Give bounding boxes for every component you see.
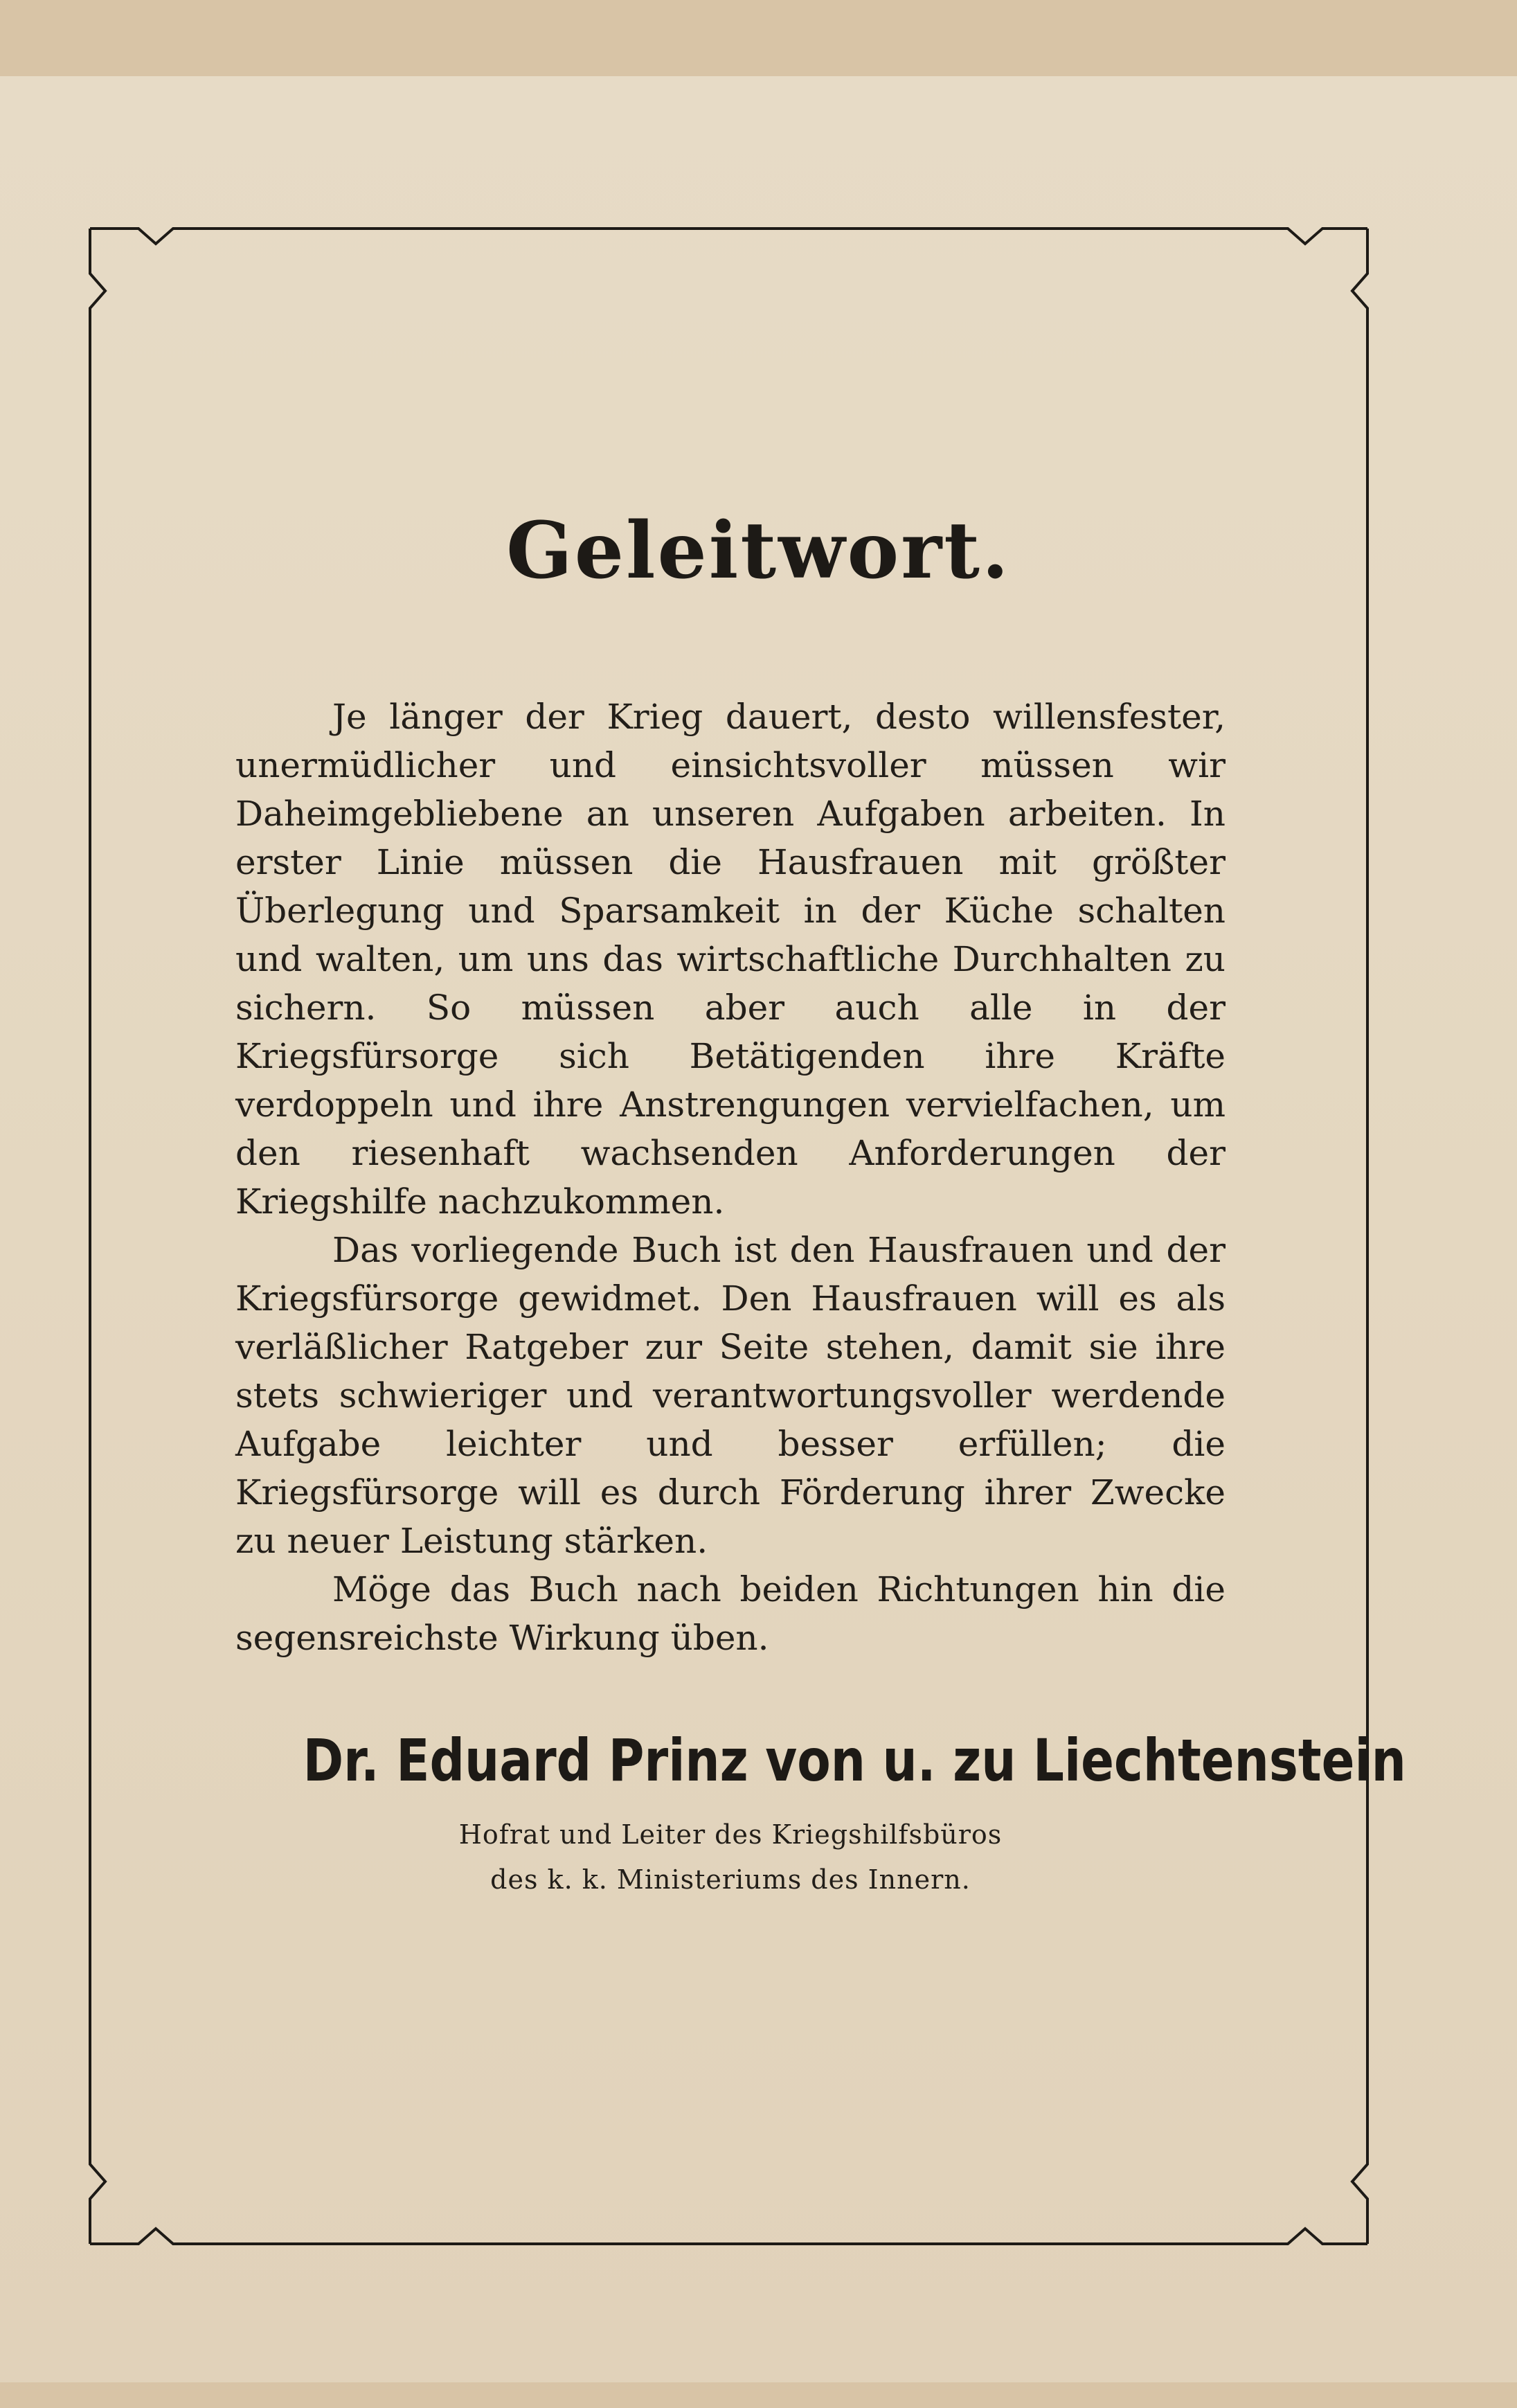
frame-bottom-edge xyxy=(90,2229,1367,2244)
frame-top-edge xyxy=(90,229,1367,244)
paragraph: Je länger der Krieg dauert, desto willensfester, unermüdlicher und einsichtsvoller müssen wir Daheimgebliebene an unseren Aufgaben arbeiten. In erster Linie müssen die Hausfrauen mit größter Überlegung und Sparsamkeit in der Küche schalten und walten, um uns das wirtschaftliche Durchhalten zu sichern. So müssen aber auch alle in der Kriegsfürsorge sich Betätigenden ihre Kräfte verdoppeln und ihre Anstrengungen vervielfachen, um den riesenhaft wachsenden Anforderungen der Kriegshilfe nachzukommen. xyxy=(235,697,1226,1222)
foreword-text xyxy=(235,693,1226,1662)
page-title: Geleitwort. xyxy=(506,506,1011,596)
paragraph: Möge das Buch nach beiden Richtungen hin die segensreichste Wirkung üben. xyxy=(235,1569,1226,1658)
paragraph: Das vorliegende Buch ist den Hausfrauen und der Kriegsfürsorge gewidmet. Den Hausfrauen will es als verläßlicher Ratgeber zur Seite stehen, damit sie ihre stets schwieriger und verantwortungsvoller werdende Aufgabe leichter und besser erfüllen; die Kriegsfürsorge will es durch Förderung ihrer Zwecke zu neuer Leistung stärken. xyxy=(235,1230,1226,1561)
signature-role-line-1: Hofrat und Leiter des Kriegshilfsbüros xyxy=(458,1819,1003,1850)
signature-name: Dr. Eduard Prinz von u. zu Liechtenstein xyxy=(303,1727,1406,1794)
signature-role-line-2: des k. k. Ministeriums des Innern. xyxy=(490,1864,971,1895)
